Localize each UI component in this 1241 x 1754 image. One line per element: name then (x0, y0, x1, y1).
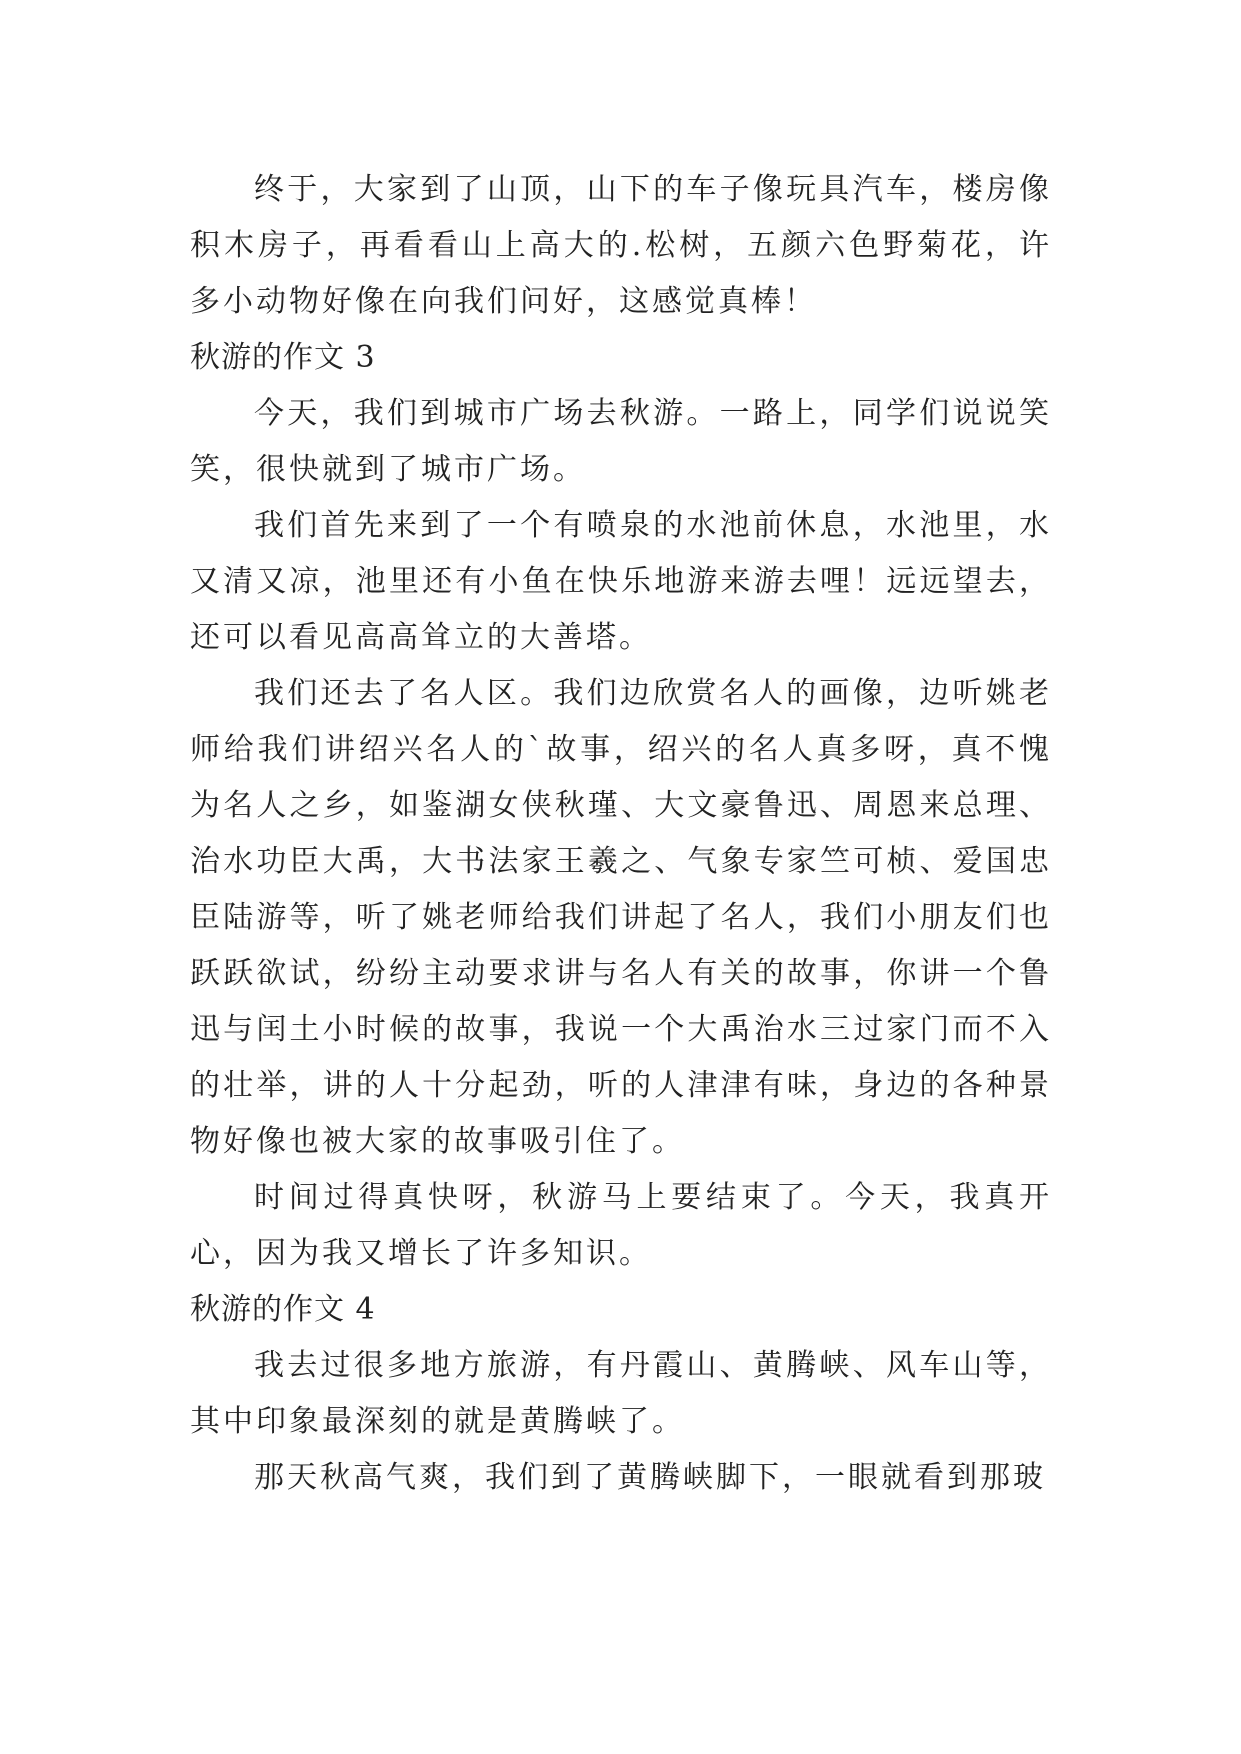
heading-essay-4: 秋游的作文 4 (190, 1292, 376, 1327)
document-body (190, 162, 1052, 1506)
paragraph-ending: 时间过得真快呀，秋游马上要结束了。今天，我真开心，因为我又增长了许多知识。 (190, 1180, 1052, 1271)
paragraph-city-square: 今天，我们到城市广场去秋游。一路上，同学们说说笑笑，很快就到了城市广场。 (190, 396, 1052, 487)
paragraph-travels: 我去过很多地方旅游，有丹霞山、黄腾峡、风车山等，其中印象最深刻的就是黄腾峡了。 (190, 1348, 1052, 1439)
paragraph-fountain: 我们首先来到了一个有喷泉的水池前休息，水池里，水又清又凉，池里还有小鱼在快乐地游来游去哩！远远望去，还可以看见高高耸立的大善塔。 (190, 508, 1052, 655)
paragraph-huangteng: 那天秋高气爽，我们到了黄腾峡脚下，一眼就看到那玻 (254, 1460, 1046, 1495)
paragraph-celebrities: 我们还去了名人区。我们边欣赏名人的画像，边听姚老师给我们讲绍兴名人的`故事，绍兴的名人真多呀，真不愧为名人之乡，如鉴湖女侠秋瑾、大文豪鲁迅、周恩来总理、治水功臣大禹，大书法家王羲之、气象专家竺可桢、爱国忠臣陆游等，听了姚老师给我们讲起了名人，我们小朋友们也跃跃欲试，纷纷主动要求讲与名人有关的故事，你讲一个鲁迅与闰土小时候的故事，我说一个大禹治水三过家门而不入的壮举，讲的人十分起劲，听的人津津有味，身边的各种景物好像也被大家的故事吸引住了。 (190, 676, 1052, 1159)
paragraph-summit: 终于，大家到了山顶，山下的车子像玩具汽车，楼房像积木房子，再看看山上高大的.松树，五颜六色野菊花，许多小动物好像在向我们问好，这感觉真棒！ (190, 172, 1052, 319)
heading-essay-3: 秋游的作文 3 (190, 340, 376, 375)
